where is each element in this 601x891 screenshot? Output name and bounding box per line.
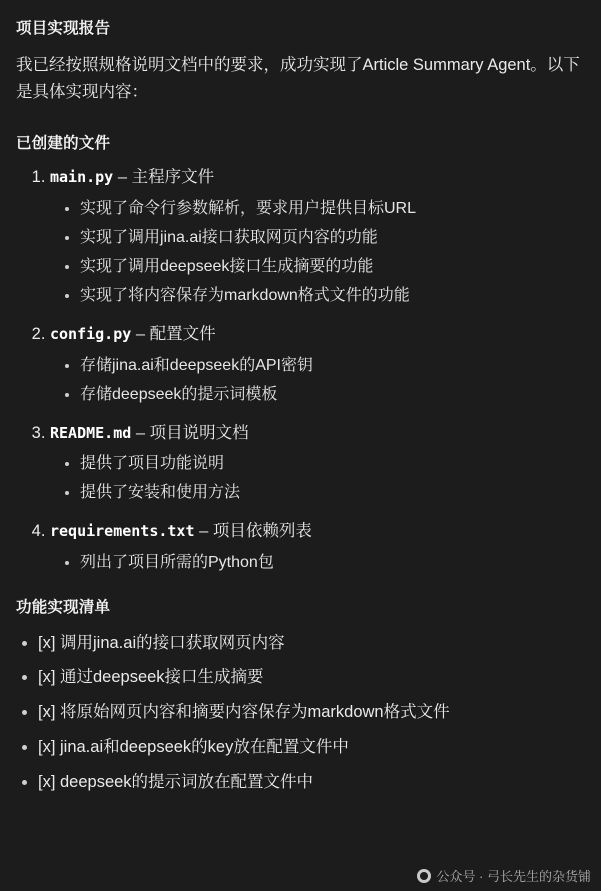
file-points-list [50, 452, 585, 505]
file-dash: – [117, 168, 127, 187]
file-name: requirements.txt [50, 522, 195, 541]
list-item: • 列出了项目所需的Python包 [80, 551, 585, 575]
created-files-list [16, 165, 585, 574]
file-dash: – [199, 522, 209, 541]
watermark-text: 公众号 · 弓长先生的杂货铺 [436, 869, 591, 884]
intro-paragraph: 我已经按照规格说明文档中的要求，成功实现了Article Summary Agent。以下是具体实现内容： [16, 56, 580, 101]
list-item [50, 519, 585, 575]
list-item [50, 165, 585, 308]
list-item: • [x] jina.ai和deepseek的key放在配置文件中 [38, 735, 585, 760]
list-item: • 存储jina.ai和deepseek的API密钥 [80, 354, 585, 378]
file-name: config.py [50, 325, 132, 343]
list-item: • [x] 将原始网页内容和摘要内容保存为markdown格式文件 [38, 700, 585, 725]
watermark [417, 866, 591, 885]
list-item: • 实现了命令行参数解析，要求用户提供目标URL [80, 197, 585, 221]
list-item: • 实现了调用deepseek接口生成摘要的功能 [80, 255, 585, 279]
file-points-list [50, 197, 585, 308]
file-description: 项目依赖列表 [212, 522, 312, 541]
file-dash: – [135, 423, 146, 442]
file-description: 项目说明文档 [149, 423, 249, 442]
file-name: README.md [50, 423, 132, 442]
list-item: • 实现了将内容保存为markdown格式文件的功能 [80, 284, 585, 308]
list-item: • [x] 调用jina.ai的接口获取网页内容 [38, 631, 585, 656]
files-section-heading: 已创建的文件 [16, 135, 111, 153]
list-item: • 存储deepseek的提示词模板 [80, 383, 585, 407]
file-description: 配置文件 [149, 325, 216, 343]
file-points-list [50, 551, 585, 575]
wechat-account-icon [417, 869, 431, 883]
list-item [50, 322, 585, 407]
list-item: • 提供了项目功能说明 [80, 452, 585, 476]
list-item: • 提供了安装和使用方法 [80, 481, 585, 505]
file-name: main.py [50, 168, 114, 187]
file-dash: – [135, 325, 146, 343]
list-item: • [x] 通过deepseek接口生成摘要 [38, 665, 585, 690]
page-title: 项目实现报告 [16, 20, 111, 37]
list-item: • 实现了调用jina.ai接口获取网页内容的功能 [80, 226, 585, 250]
list-item [50, 421, 585, 506]
list-item: • [x] deepseek的提示词放在配置文件中 [38, 770, 585, 795]
file-description: 主程序文件 [131, 168, 215, 187]
feature-checklist [16, 631, 585, 795]
file-points-list [50, 354, 585, 407]
features-section-heading: 功能实现清单 [16, 598, 111, 616]
